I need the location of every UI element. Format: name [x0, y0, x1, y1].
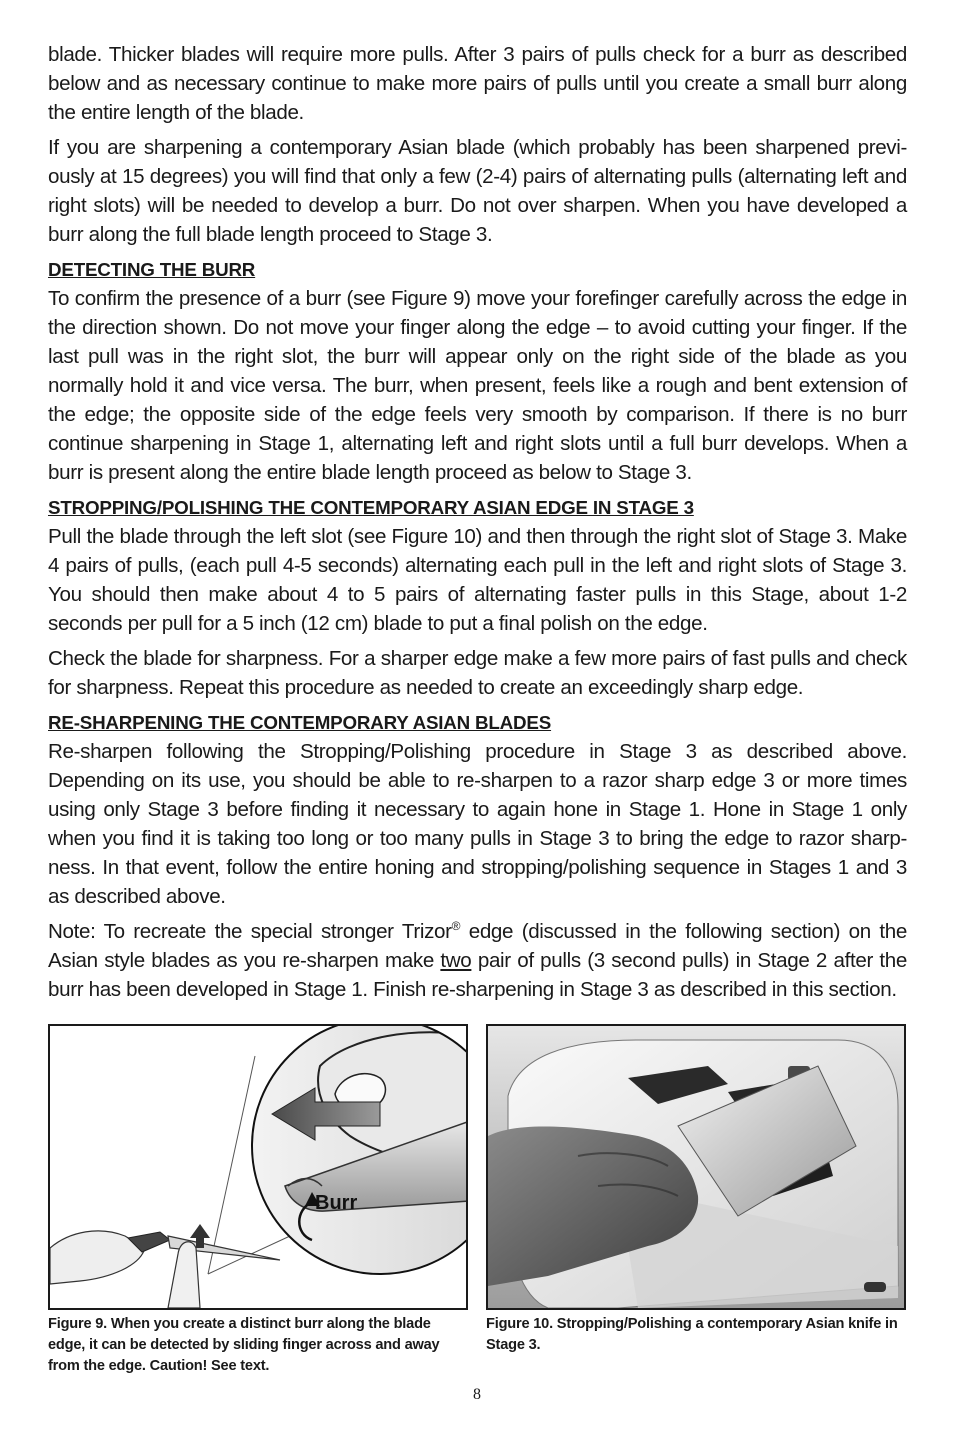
figure-10-caption: Figure 10. Stropping/Polishing a contemporary Asian knife in Stage 3. [486, 1316, 898, 1353]
note-underlined-word: two [440, 949, 472, 972]
paragraph-trizor-note [48, 917, 907, 1004]
registered-mark: ® [451, 919, 461, 933]
sharpener-foot [864, 1282, 886, 1292]
note-text-middle: edge (discussed in the following section) on the Asian style blades as you re-sharpen make [48, 920, 907, 972]
burr-label: Burr [315, 1192, 358, 1214]
paragraph-thicker-blades: blade. Thicker blades will require more pulls. After 3 pairs of pulls check for a burr as described below and as necessary continue to make more pairs of pulls until you create a small burr along the entire length of the blade. [48, 43, 907, 124]
figure-10-photo [486, 1024, 906, 1310]
heading-stropping-polishing: STROPPING/POLISHING THE CONTEMPORARY ASIAN EDGE IN STAGE 3 [48, 497, 694, 518]
burr-detection-drawing [50, 1026, 466, 1308]
stropping-photo-drawing [488, 1026, 904, 1308]
heading-resharpening: RE-SHARPENING THE CONTEMPORARY ASIAN BLADES [48, 712, 552, 733]
figure-9-illustration [48, 1024, 468, 1310]
note-text-start: Note: To recreate the special stronger Trizor [48, 920, 452, 943]
figure-9-caption: Figure 9. When you create a distinct burr along the blade edge, it can be detected by sliding finger across and away from the edge. Caution! See text. [48, 1316, 440, 1374]
paragraph-asian-blade: If you are sharpening a contemporary Asian blade (which probably has been sharpened previ-ously at 15 degrees) you will find that only a few (2-4) pairs of alternating pulls (alternating left and right slots) will be needed to develop a burr. Do not over sharpen. When you have developed a burr along the full blade length proceed to Stage 3. [48, 136, 907, 246]
paragraph-detecting-burr: To confirm the presence of a burr (see Figure 9) move your forefinger carefully across the edge in the direction shown. Do not move your finger along the edge – to avoid cutting your finger. If the last pull was in the right slot, the burr will appear only on the right side of the blade as you normally hold it and vice versa. The burr, when present, feels like a rough and bent extension of the edge; the opposite side of the edge feels very smooth by comparison. If there is no burr continue sharpening in Stage 1, alternating left and right slots until a full burr develops. When a burr is present along the entire blade length proceed as below to Stage 3. [48, 287, 907, 484]
paragraph-resharpening: Re-sharpen following the Stropping/Polishing procedure in Stage 3 as described above. Depending on its use, you should be able to re-sharpen to a razor sharp edge 3 or more times using only Stage 3 before finding it necessary to again hone in Stage 1. Hone in Stage 1 only when you find it is taking too long or too many pulls in Stage 3 to bring the edge to razor sharp-ness. In that event, follow the entire honing and stropping/polishing sequence in Stages 1 and 3 as described above. [48, 740, 907, 908]
paragraph-stropping: Pull the blade through the left slot (see Figure 10) and then through the right slot of Stage 3. Make 4 pairs of pulls, (each pull 4-5 seconds) alternating each pull in the left and right slots of Stage 3. You should then make about 4 to 5 pairs of alternating faster pulls in this Stage, about 1-2 seconds per pull for a 5 inch (12 cm) blade to put a final polish on the edge. [48, 525, 907, 635]
paragraph-check-sharpness: Check the blade for sharpness. For a sharper edge make a few more pairs of fast pulls and check for sharpness. Repeat this procedure as needed to create an exceedingly sharp edge. [48, 647, 907, 699]
heading-detecting-burr: DETECTING THE BURR [48, 259, 256, 280]
note-text-end: pair of pulls (3 second pulls) in Stage 2 after the burr has been developed in Stage 1. Finish re-sharpening in Stage 3 as described in this section. [48, 949, 907, 1001]
page-number: 8 [473, 1386, 481, 1403]
body-text [48, 40, 907, 1004]
